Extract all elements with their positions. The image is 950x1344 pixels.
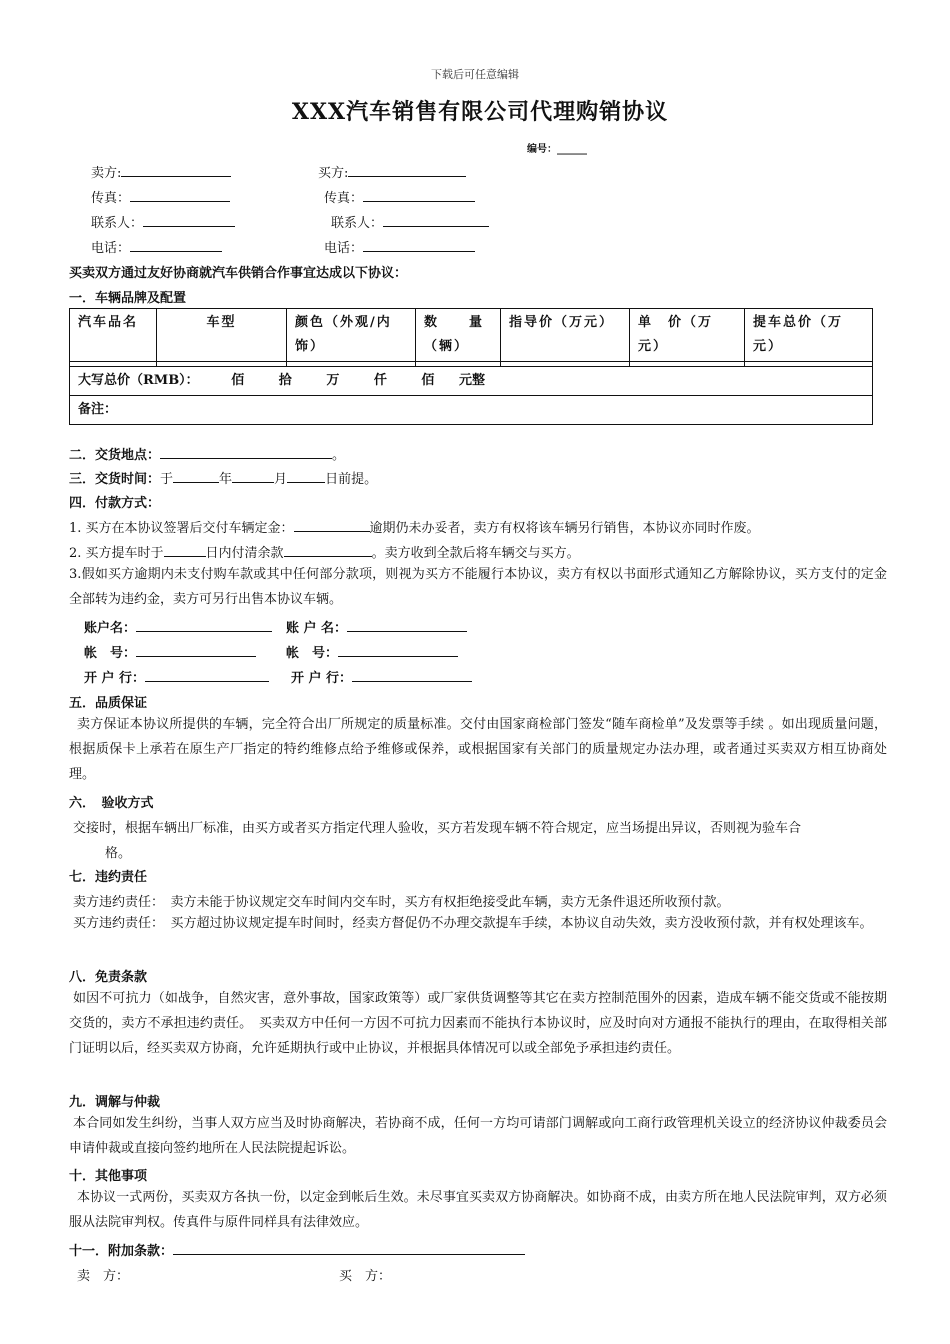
account-name-2-label: 账 户 名： bbox=[286, 621, 348, 636]
bank-1-label: 开 户 行： bbox=[84, 671, 146, 686]
payment-item-1a: 1. 买方在本协议签署后交付车辆定金： bbox=[69, 521, 294, 536]
section5-body: 卖方保证本协议所提供的车辆，完全符合出厂所规定的质量标准。交付由国家商检部门签发“随车商检单”及发票等手续 。如出现质量问题，根据质保卡上承若在原生产厂指定的特约维修点给予维修或保养，或根据国家有关部门的质量规定办法办理，或者通过买卖双方相互协商处理。 bbox=[69, 717, 887, 782]
section3-heading: 三．交货时间： bbox=[69, 472, 161, 487]
payment-item-2b: 日内付清余款 bbox=[205, 546, 284, 561]
unit-shi: 拾 bbox=[278, 373, 292, 388]
account-no-1[interactable] bbox=[84, 642, 256, 661]
buyer-signature[interactable]: 买 方： bbox=[339, 1269, 392, 1284]
section11-heading: 十一．附加条款： bbox=[69, 1244, 174, 1259]
seller-contact-label: 联系人： bbox=[91, 216, 144, 231]
col-color: 颜色（外观/内饰） bbox=[287, 309, 416, 362]
seller-phone-label: 电话： bbox=[91, 241, 131, 256]
section6-heading: 六． 验收方式 bbox=[69, 796, 154, 811]
account-no-2-label: 帐 号： bbox=[286, 646, 339, 661]
section4-heading: 四．付款方式： bbox=[69, 496, 161, 511]
unit-yuan: 元整 bbox=[458, 373, 485, 388]
section10-body: 本协议一式两份，买卖双方各执一份，以定金到帐后生效。未尽事宜买卖双方协商解决。如协商不成，由卖方所在地人民法院审判，双方必须服从法院审判权。传真件与原件同样具有法律效应。 bbox=[69, 1190, 887, 1230]
buyer-fax-field[interactable] bbox=[324, 187, 475, 206]
account-name-1[interactable] bbox=[84, 617, 272, 636]
payment-item-2a: 2. 买方提车时于 bbox=[69, 546, 164, 561]
payment-item-2[interactable] bbox=[69, 542, 580, 561]
seller-fax-field[interactable] bbox=[91, 187, 230, 206]
buyer-phone-field[interactable] bbox=[324, 237, 475, 256]
account-name-2[interactable] bbox=[286, 617, 467, 636]
seller-field[interactable] bbox=[91, 162, 231, 181]
col-total-price: 提车总价（万元） bbox=[745, 309, 873, 362]
additional-terms-field[interactable] bbox=[69, 1240, 525, 1259]
section8-heading: 八．免责条款 bbox=[69, 970, 148, 985]
account-no-2[interactable] bbox=[286, 642, 458, 661]
col-unit-price: 单 价（万元） bbox=[630, 309, 745, 362]
col-quantity: 数 量（辆） bbox=[416, 309, 501, 362]
buyer-phone-label: 电话： bbox=[324, 241, 364, 256]
buyer-fax-label: 传真： bbox=[324, 191, 364, 206]
col-model: 车型 bbox=[157, 309, 287, 362]
payment-item-3: 3.假如买方逾期内未支付购车款或其中任何部分款项，则视为买方不能履行本协议，卖方有权以书面形式通知乙方解除协议，买方支付的定金全部转为违约金，卖方可另行出售本协议车辆。 bbox=[69, 567, 887, 607]
col-brand: 汽车品名 bbox=[70, 309, 157, 362]
year-label: 年 bbox=[219, 472, 233, 487]
payment-item-1b: 逾期仍未办妥者，卖方有权将该车辆另行销售，本协议亦同时作废。 bbox=[369, 521, 760, 536]
table-header-row bbox=[70, 309, 873, 362]
buyer-contact-label: 联系人： bbox=[331, 216, 384, 231]
bank-1[interactable] bbox=[84, 667, 269, 686]
remarks-cell[interactable]: 备注： bbox=[70, 396, 873, 425]
month-label: 月 bbox=[274, 472, 288, 487]
buyer-label: 买方: bbox=[318, 166, 349, 181]
total-cell[interactable] bbox=[70, 367, 873, 396]
payment-item-1[interactable] bbox=[69, 517, 760, 536]
remarks-row[interactable] bbox=[70, 396, 873, 425]
seller-liability: 卖方违约责任： 卖方未能于协议规定交车时间内交车时，买方有权拒绝接受此车辆，卖方无条件退还所收预付款。 bbox=[73, 895, 730, 910]
document-number: 编号：______ bbox=[527, 144, 587, 155]
vehicle-table bbox=[69, 308, 873, 425]
day-label: 日前提。 bbox=[325, 472, 378, 487]
buyer-liability: 买方违约责任： 买方超过协议规定提车时间时，经卖方督促仍不办理交款提车手续，本协议自动失效，卖方没收预付款，并有权处理该车。 bbox=[73, 916, 873, 931]
section6-line2: 格。 bbox=[105, 846, 132, 861]
seller-label: 卖方: bbox=[91, 166, 122, 181]
bank-2[interactable] bbox=[291, 667, 472, 686]
buyer-contact-field[interactable] bbox=[331, 212, 489, 231]
bank-2-label: 开 户 行： bbox=[291, 671, 353, 686]
unit-bai-1: 佰 bbox=[231, 373, 245, 388]
intro-text: 买卖双方通过友好协商就汽车供销合作事宜达成以下协议： bbox=[69, 266, 408, 281]
total-row[interactable] bbox=[70, 367, 873, 396]
section7-heading: 七．违约责任 bbox=[69, 870, 148, 885]
section8-body: 如因不可抗力（如战争，自然灾害，意外事故，国家政策等）或厂家供货调整等其它在卖方控制范围外的因素，造成车辆不能交货或不能按期交货的，卖方不承担违约责任。 买卖双方中任何一方因不可抗力因素而不能执行本协议时，应及时向对方通报不能执行的理由，在取得相关部门证明以后，经买卖双方协商，允许延期执行或中止协议，并根据具体情况可以或全部免予承担违约责任。 bbox=[69, 991, 887, 1056]
account-no-1-label: 帐 号： bbox=[84, 646, 137, 661]
section2-heading: 二．交货地点： bbox=[69, 448, 161, 463]
delivery-time-prefix: 于 bbox=[160, 472, 174, 487]
section10-heading: 十．其他事项 bbox=[69, 1169, 148, 1184]
unit-bai-2: 佰 bbox=[421, 373, 435, 388]
delivery-time-field[interactable] bbox=[69, 468, 377, 487]
section5-heading: 五．品质保证 bbox=[69, 696, 148, 711]
section9-body: 本合同如发生纠纷，当事人双方应当及时协商解决，若协商不成，任何一方均可请部门调解或向工商行政管理机关设立的经济协议仲裁委员会申请仲裁或直接向签约地所在人民法院提起诉讼。 bbox=[69, 1116, 887, 1156]
delivery-place-field[interactable] bbox=[69, 444, 345, 463]
unit-wan: 万 bbox=[326, 373, 340, 388]
seller-signature[interactable]: 卖 方： bbox=[77, 1269, 130, 1284]
section2-tail: 。 bbox=[332, 448, 346, 463]
seller-phone-field[interactable] bbox=[91, 237, 222, 256]
total-label: 大写总价（RMB）： bbox=[78, 373, 199, 388]
payment-item-2c: 。卖方收到全款后将车辆交与买方。 bbox=[371, 546, 580, 561]
section1-heading: 一．车辆品牌及配置 bbox=[69, 291, 187, 306]
account-name-1-label: 账户名： bbox=[84, 621, 137, 636]
buyer-field[interactable] bbox=[318, 162, 466, 181]
header-note: 下载后可任意编辑 bbox=[431, 68, 519, 81]
seller-contact-field[interactable] bbox=[91, 212, 235, 231]
seller-fax-label: 传真： bbox=[91, 191, 131, 206]
col-guide-price: 指导价（万元） bbox=[501, 309, 630, 362]
unit-qian: 仟 bbox=[373, 373, 387, 388]
section6-line1: 交接时，根据车辆出厂标准，由买方或者买方指定代理人验收，买方若发现车辆不符合规定，应当场提出异议，否则视为验车合 bbox=[73, 821, 802, 836]
section9-heading: 九．调解与仲裁 bbox=[69, 1095, 161, 1110]
document-title: XXX汽车销售有限公司代理购销协议 bbox=[291, 99, 669, 125]
